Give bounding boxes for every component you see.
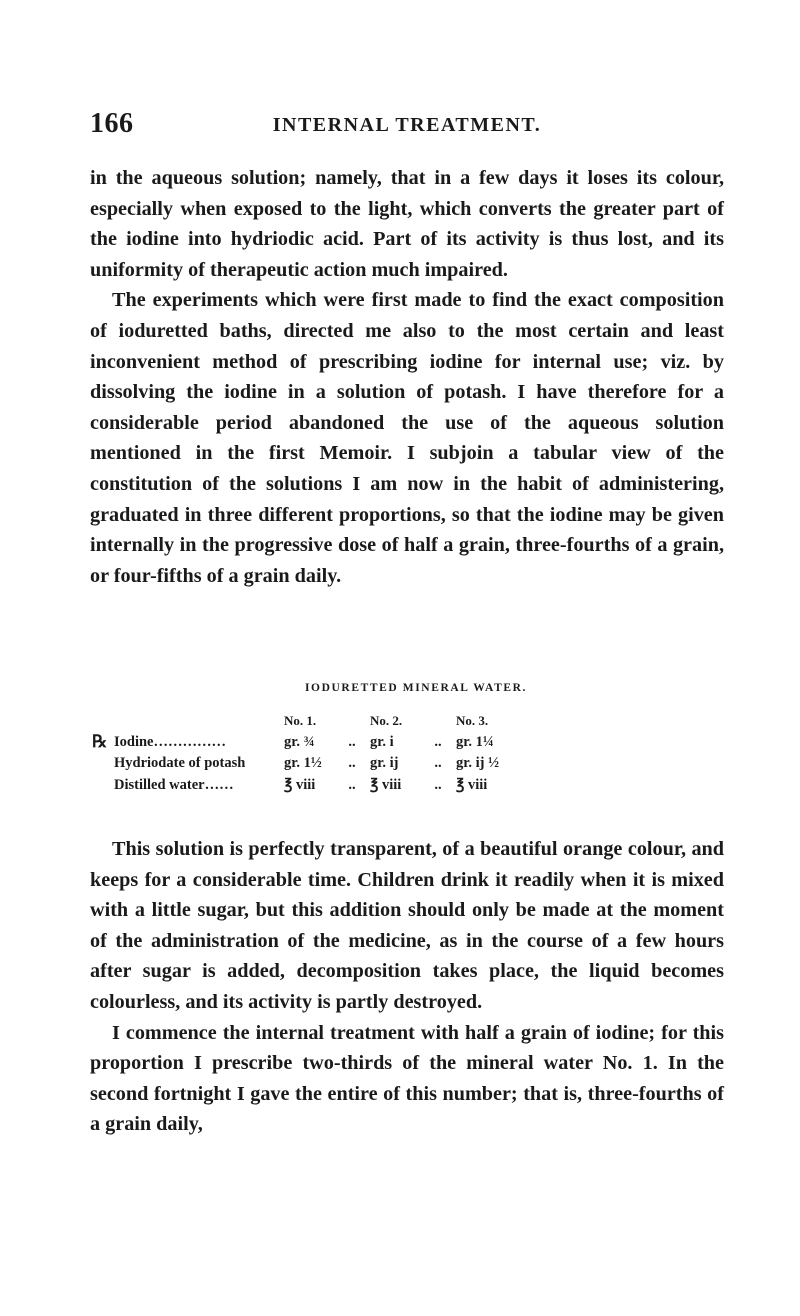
leader-dots: .. bbox=[348, 755, 356, 772]
running-head: INTERNAL TREATMENT. bbox=[272, 114, 542, 136]
column-header: No. 2. bbox=[370, 712, 403, 728]
formula-table-block bbox=[90, 682, 724, 796]
paragraph: This solution is perfectly transparent, of a beautiful orange colour, and keeps for a considerable time. Children drink it readily when it is mixed with a little sugar, but this addition should only be made at the moment of the administration of the medicine, as in the course of a few hours after sugar is added, decomposition takes place, the liquid becomes colourless, and its activity is partly destroyed. bbox=[90, 838, 724, 1013]
leader-dots: .. bbox=[348, 776, 356, 793]
table-title: IODURETTED MINERAL WATER. bbox=[304, 682, 527, 694]
page-number: 166 bbox=[90, 108, 134, 139]
ingredient-name: Hydriodate of potash bbox=[114, 755, 246, 772]
leader-dots: .. bbox=[434, 755, 442, 772]
table-row bbox=[92, 732, 506, 754]
dose-cell: gr. ij bbox=[370, 755, 399, 772]
dose-cell: ℥ viii bbox=[284, 776, 316, 793]
dose-cell: gr. 1½ bbox=[284, 755, 322, 772]
paragraph: The experiments which were first made to find the exact composition of ioduretted baths, directed me also to the most certain and least inconvenient method of prescribing iodine for internal use; viz. by dissolving the iodine in a solution of potash. I have therefore for a considerable period abandoned the use of the aqueous solution mentioned in the first Memoir. I subjoin a tabular view of the constitution of the solutions I am now in the habit of administering, graduated in three different proportions, so that the iodine may be given internally in the progressive dose of half a grain, three-fourths of a grain, or four-fifths of a grain daily. bbox=[90, 289, 724, 587]
leader-dots: .. bbox=[434, 733, 442, 750]
table-row bbox=[92, 753, 506, 775]
paragraph: in the aqueous solution; namely, that in a few days it loses its colour, especially when exposed to the light, which converts the greater part of the iodine into hydriodic acid. Part of its activity is thus lost, and its uniformity of therapeutic action much impaired. bbox=[90, 167, 724, 281]
leader-dots: .. bbox=[348, 733, 356, 750]
dose-cell: ℥ viii bbox=[456, 776, 488, 793]
leader-dots: .. bbox=[434, 776, 442, 793]
body-text-before-table bbox=[90, 163, 724, 591]
column-header: No. 1. bbox=[284, 712, 317, 728]
page-header bbox=[90, 108, 724, 142]
ingredient-name: Iodine…………… bbox=[114, 733, 226, 750]
dose-cell: ℥ viii bbox=[370, 776, 402, 793]
dose-cell: gr. i bbox=[370, 733, 394, 750]
table-row bbox=[92, 775, 506, 797]
rx-symbol: ℞ bbox=[92, 732, 108, 752]
body-text-after-table bbox=[90, 834, 724, 1140]
formula-table bbox=[92, 710, 506, 796]
ingredient-name: Distilled water…… bbox=[114, 776, 234, 793]
column-header: No. 3. bbox=[456, 712, 489, 728]
table-header-row bbox=[92, 710, 506, 732]
paragraph: I commence the internal treatment with half a grain of iodine; for this proportion I prescribe two-thirds of the mineral water No. 1. In the second fortnight I gave the entire of this number; that is, three-fourths of a grain daily, bbox=[90, 1021, 724, 1136]
dose-cell: gr. ij ½ bbox=[456, 755, 499, 772]
dose-cell: gr. 1¼ bbox=[456, 733, 494, 750]
dose-cell: gr. ¾ bbox=[284, 733, 315, 750]
